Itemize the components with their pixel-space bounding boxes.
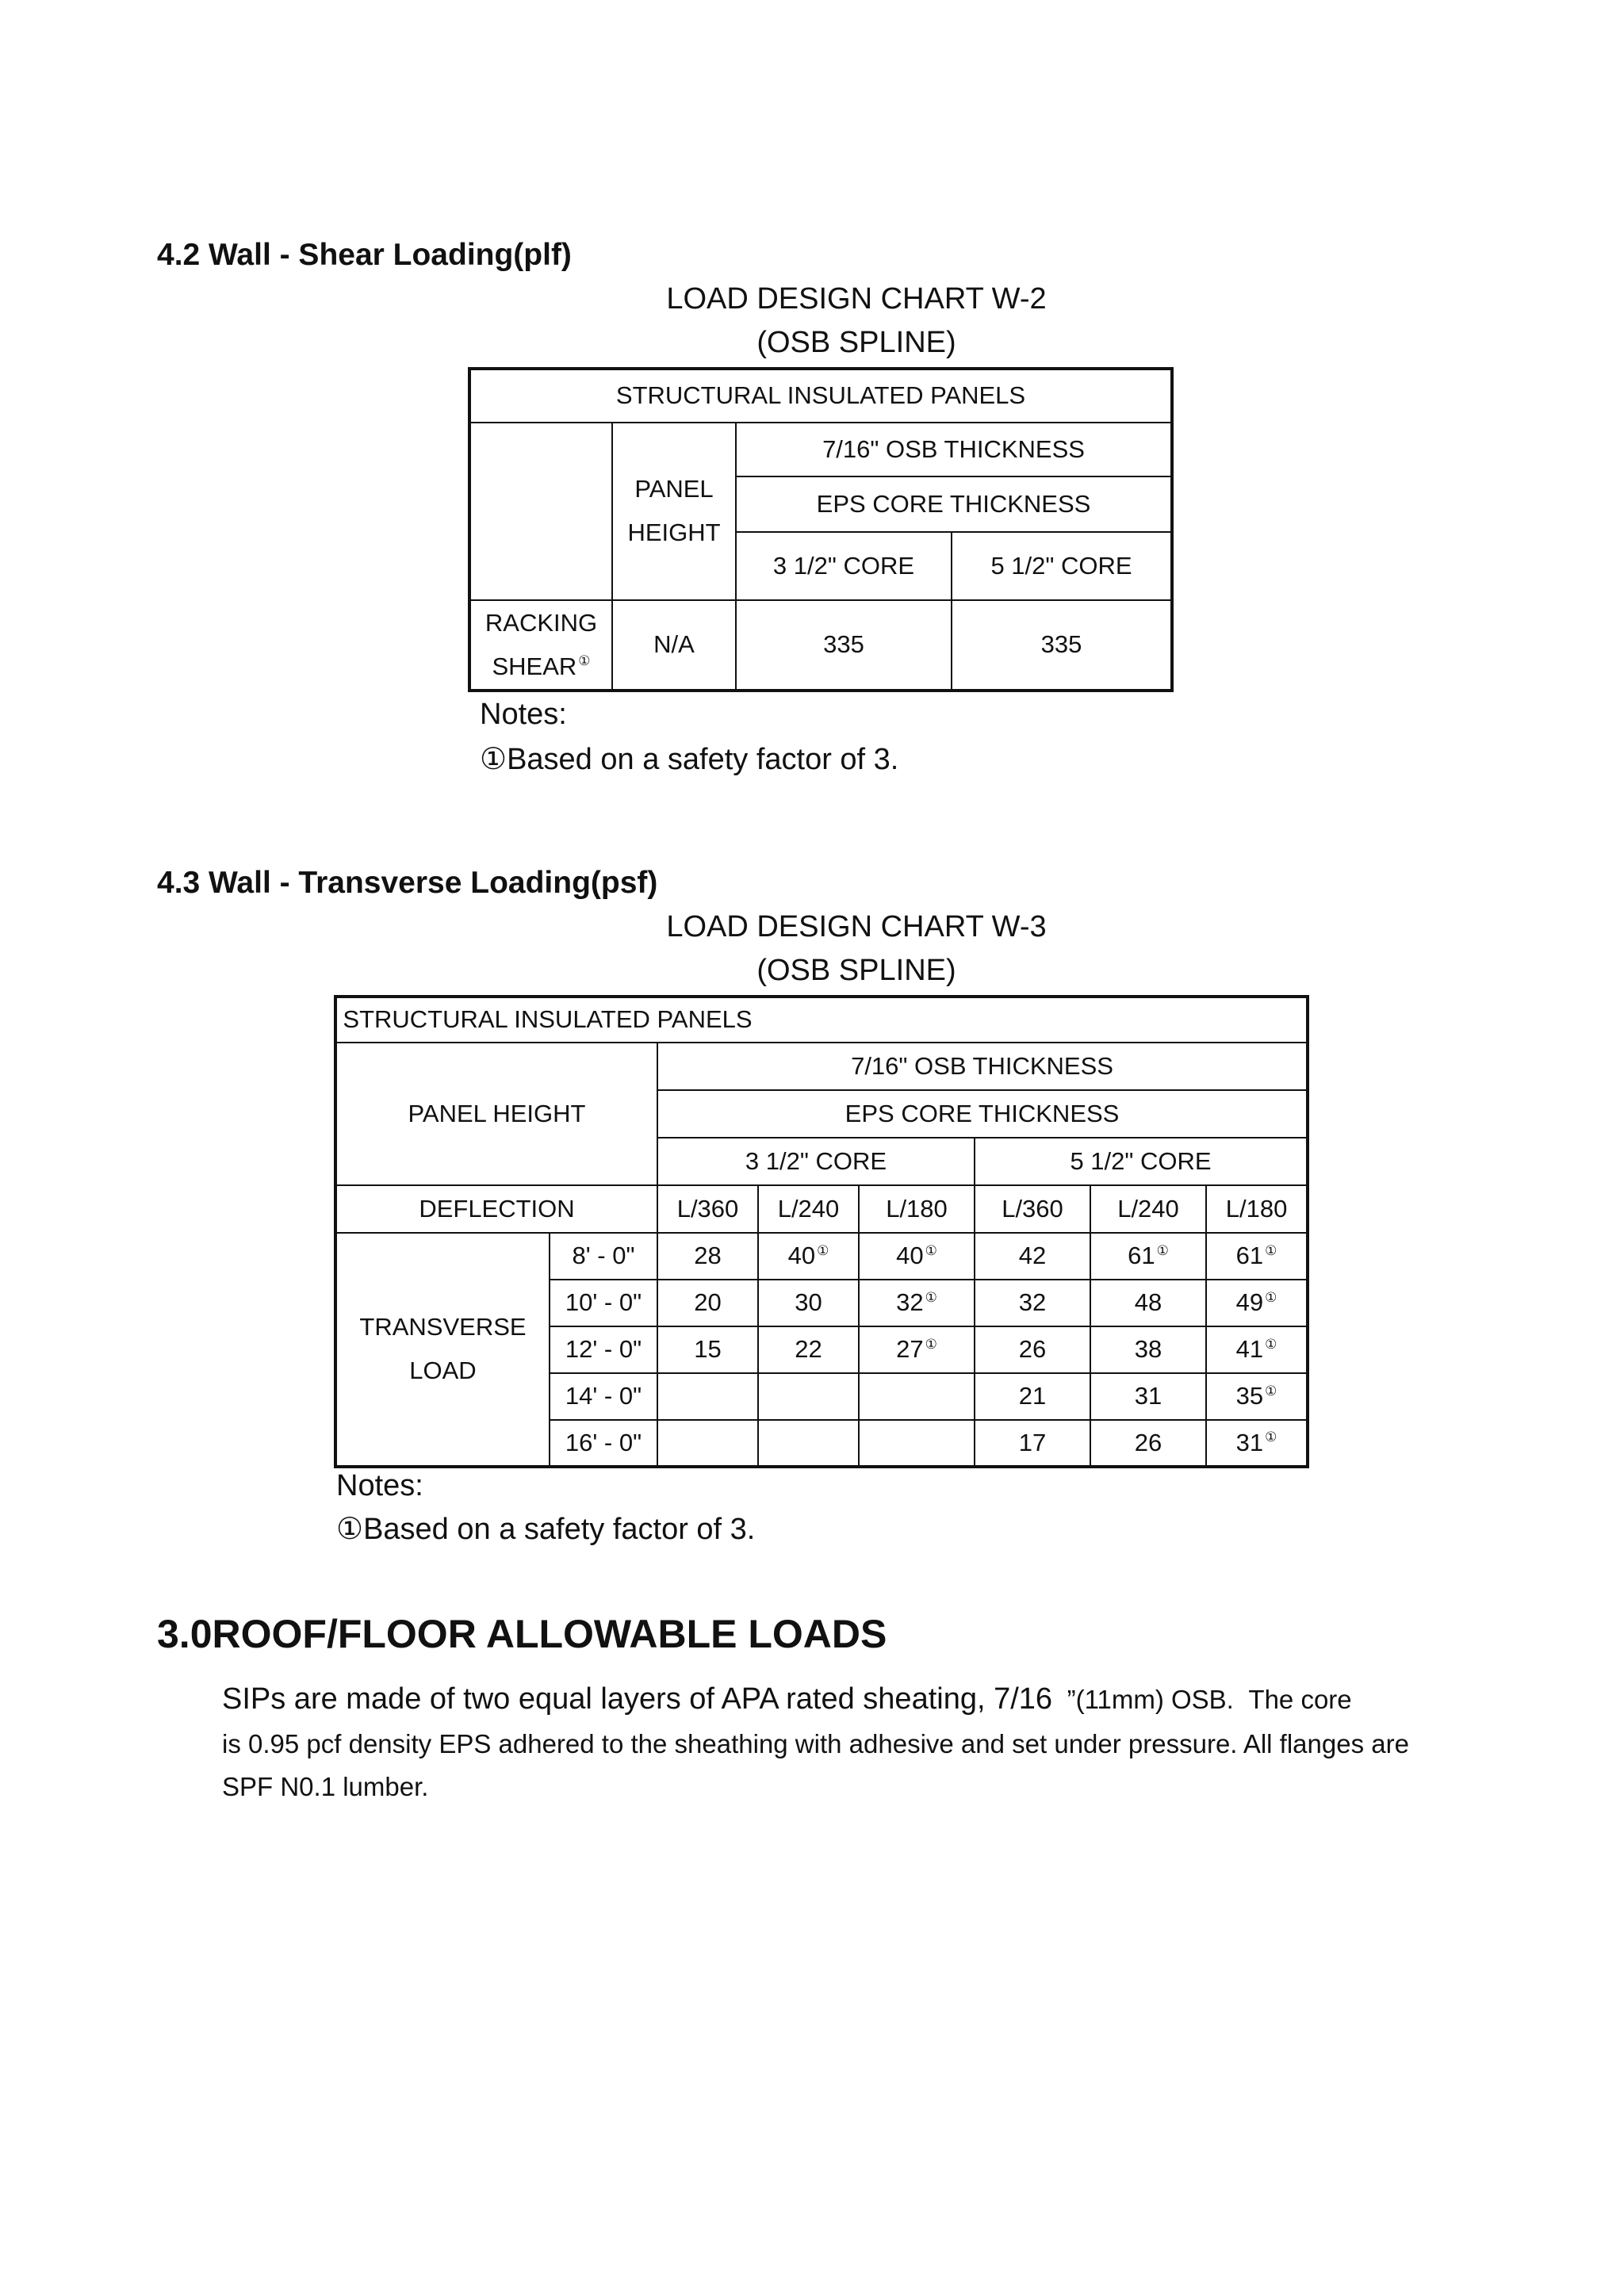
- section-3-0-heading: 3.0ROOF/FLOOR ALLOWABLE LOADS: [157, 1612, 887, 1656]
- table-cell: [975, 1326, 1090, 1373]
- panel-height-header: [612, 423, 736, 600]
- table-cell: [758, 1280, 859, 1326]
- paragraph-line-1-part-c: The core: [1248, 1685, 1352, 1714]
- table-cell: [1090, 1326, 1206, 1373]
- table-cell: [975, 1420, 1090, 1467]
- panel-height-cell: 10' - 0": [550, 1280, 657, 1326]
- panel-height-line-1: PANEL: [634, 475, 714, 503]
- cell-value: 40: [787, 1242, 816, 1270]
- chart-w2-table: [468, 367, 1174, 692]
- cell-value: 20: [694, 1288, 722, 1317]
- racking-shear-label: [469, 600, 612, 691]
- section-4-3-heading: 4.3 Wall - Transverse Loading(psf): [157, 866, 658, 900]
- footnote-marker: ①: [925, 1336, 937, 1352]
- table-cell: [758, 1373, 859, 1420]
- table-cell: [1090, 1373, 1206, 1420]
- paragraph-line-2: is 0.95 pcf density EPS adhered to the sheathing with adhesive and set under pressure. All flanges are: [222, 1729, 1409, 1758]
- racking-shear-word: SHEAR: [492, 652, 577, 680]
- chart-w2-title: LOAD DESIGN CHART W-2: [666, 282, 1047, 316]
- cell-value: 41: [1235, 1335, 1264, 1364]
- racking-shear-line-2: [471, 652, 611, 683]
- cell-value: 31: [1134, 1382, 1162, 1410]
- table-cell: [859, 1233, 975, 1280]
- cell-value: 49: [1235, 1288, 1264, 1317]
- note-text: ①Based on a safety factor of 3.: [336, 1513, 756, 1546]
- chart-w3-table: [334, 995, 1309, 1468]
- table-cell: [1206, 1373, 1308, 1420]
- table-cell: [859, 1420, 975, 1467]
- panel-height-cell: 8' - 0": [550, 1233, 657, 1280]
- chart-w3-subtitle: (OSB SPLINE): [756, 954, 956, 987]
- eps-thickness-header: EPS CORE THICKNESS: [736, 476, 1172, 532]
- cell-value: 40: [896, 1242, 924, 1270]
- table-cell: [859, 1326, 975, 1373]
- cell-value: 22: [795, 1335, 822, 1364]
- footnote-marker: ①: [1156, 1242, 1169, 1258]
- cell-value: 32: [896, 1288, 924, 1317]
- table-cell: [1090, 1233, 1206, 1280]
- cell-value: 31: [1235, 1428, 1264, 1456]
- core-3-5-header: 3 1/2" CORE: [736, 532, 952, 600]
- cell-value: 15: [694, 1335, 722, 1364]
- table-cell: [1090, 1280, 1206, 1326]
- deflection-l240: L/240: [1090, 1185, 1206, 1233]
- section-4-2-heading: 4.2 Wall - Shear Loading(plf): [157, 238, 572, 272]
- deflection-l180: L/180: [859, 1185, 975, 1233]
- osb-thickness-header: 7/16" OSB THICKNESS: [657, 1043, 1308, 1090]
- table-cell: [1206, 1280, 1308, 1326]
- table-cell: 335: [736, 600, 952, 691]
- footnote-marker: ①: [1265, 1429, 1277, 1445]
- table-cell: [975, 1280, 1090, 1326]
- table-cell: [859, 1280, 975, 1326]
- cell-value: 30: [795, 1288, 822, 1317]
- table-cell: [1206, 1326, 1308, 1373]
- footnote-marker: ①: [1265, 1336, 1277, 1352]
- cell-value: 26: [1134, 1428, 1162, 1456]
- footnote-marker: ①: [925, 1242, 937, 1258]
- table-cell: [657, 1326, 758, 1373]
- core-5-5-header: 5 1/2" CORE: [952, 532, 1172, 600]
- footnote-marker: ①: [1265, 1242, 1277, 1258]
- cell-value: 35: [1235, 1382, 1264, 1410]
- transverse-load-label: [335, 1233, 550, 1467]
- table-cell: [758, 1420, 859, 1467]
- core-3-5-header: 3 1/2" CORE: [657, 1138, 975, 1185]
- table-cell: [1206, 1233, 1308, 1280]
- paragraph-line-1-part-a: SIPs are made of two equal layers of APA rated sheating, 7/16: [222, 1682, 1053, 1716]
- footnote-marker: ①: [817, 1242, 829, 1258]
- table-cell: [657, 1280, 758, 1326]
- deflection-l360: L/360: [975, 1185, 1090, 1233]
- cell-value: 61: [1235, 1242, 1264, 1270]
- cell-value: 27: [896, 1335, 924, 1364]
- table-cell: [657, 1233, 758, 1280]
- panel-height-line-2: HEIGHT: [627, 519, 721, 546]
- notes-label: Notes:: [480, 698, 567, 731]
- panel-height-header: PANEL HEIGHT: [335, 1043, 657, 1185]
- racking-shear-line-1: RACKING: [485, 608, 598, 637]
- panel-height-cell: 12' - 0": [550, 1326, 657, 1373]
- table-cell: [657, 1420, 758, 1467]
- table-title-spacer: [758, 997, 1308, 1043]
- table-cell: [1090, 1420, 1206, 1467]
- cell-value: 28: [694, 1242, 722, 1270]
- cell-value: 48: [1134, 1288, 1162, 1317]
- cell-value: 32: [1018, 1288, 1047, 1317]
- cell-value: 17: [1018, 1428, 1047, 1456]
- table-cell: [657, 1373, 758, 1420]
- cell-value: 42: [1018, 1242, 1047, 1270]
- chart-w2-subtitle: (OSB SPLINE): [756, 326, 956, 359]
- cell-value: 61: [1128, 1242, 1155, 1270]
- empty-corner-cell: [469, 423, 612, 600]
- transverse-load-line-1: TRANSVERSE: [359, 1313, 527, 1341]
- footnote-marker: ①: [1265, 1383, 1277, 1399]
- panel-height-cell: 16' - 0": [550, 1420, 657, 1467]
- deflection-header: DEFLECTION: [335, 1185, 657, 1233]
- table-title: STRUCTURAL INSULATED PANELS: [469, 369, 1172, 423]
- eps-thickness-header: EPS CORE THICKNESS: [657, 1090, 1308, 1138]
- deflection-l240: L/240: [758, 1185, 859, 1233]
- table-cell: [1206, 1420, 1308, 1467]
- table-row: [335, 1233, 1308, 1280]
- transverse-load-line-2: LOAD: [409, 1357, 477, 1384]
- footnote-marker: ①: [1265, 1289, 1277, 1305]
- cell-value: 38: [1134, 1335, 1162, 1364]
- paragraph-line-3: SPF N0.1 lumber.: [222, 1772, 429, 1801]
- panel-height-cell: 14' - 0": [550, 1373, 657, 1420]
- footnote-marker: ①: [578, 653, 591, 669]
- paragraph-line-1: [222, 1682, 1352, 1716]
- table-cell: [975, 1373, 1090, 1420]
- table-cell: [758, 1326, 859, 1373]
- cell-value: 21: [1018, 1382, 1047, 1410]
- deflection-l360: L/360: [657, 1185, 758, 1233]
- deflection-l180: L/180: [1206, 1185, 1308, 1233]
- paragraph-line-1-part-b: ”(11mm) OSB.: [1067, 1685, 1234, 1714]
- table-cell: [975, 1233, 1090, 1280]
- notes-label: Notes:: [336, 1469, 423, 1502]
- note-text: ①Based on a safety factor of 3.: [480, 743, 899, 776]
- chart-w3-title: LOAD DESIGN CHART W-3: [666, 910, 1047, 943]
- table-cell: [859, 1373, 975, 1420]
- table-title: STRUCTURAL INSULATED PANELS: [335, 997, 758, 1043]
- panel-height-value: N/A: [612, 600, 736, 691]
- cell-value: 26: [1018, 1335, 1047, 1364]
- core-5-5-header: 5 1/2" CORE: [975, 1138, 1308, 1185]
- table-cell: [758, 1233, 859, 1280]
- osb-thickness-header: 7/16" OSB THICKNESS: [736, 423, 1172, 476]
- footnote-marker: ①: [925, 1289, 937, 1305]
- table-cell: 335: [952, 600, 1172, 691]
